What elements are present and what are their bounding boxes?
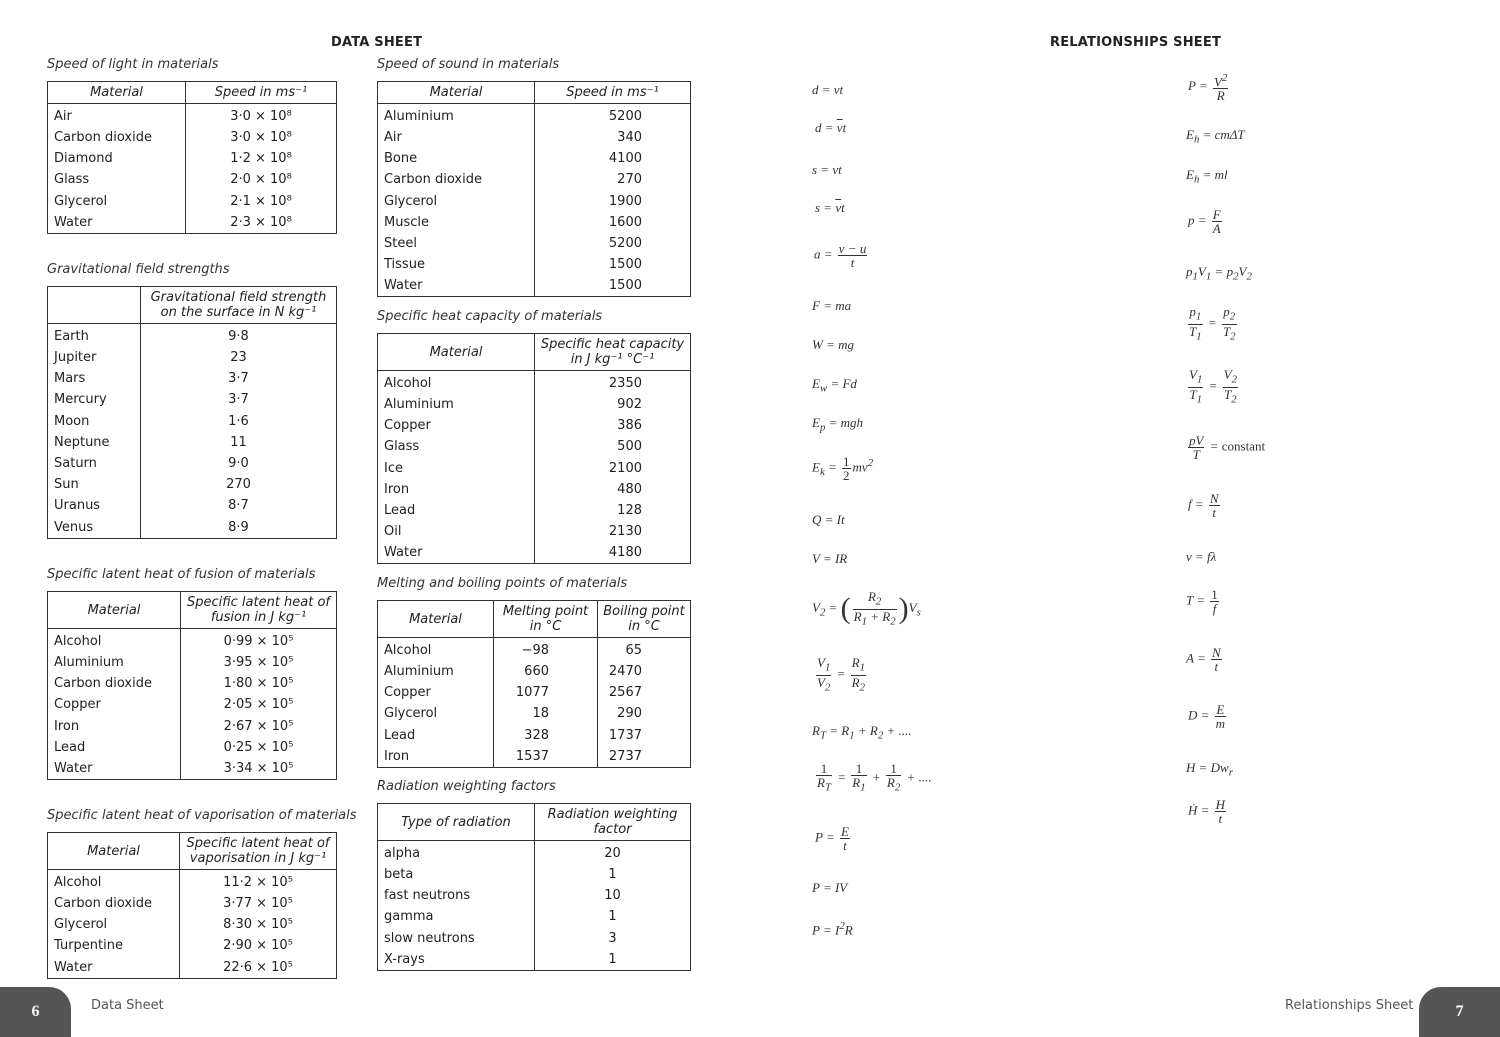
formula-potential-divider: $V_2$ = ( $\frac{R_2}{R_1 + R_2}$ )$V_s$ [812,589,921,628]
table-row [378,885,691,906]
cell-value: 5200 [535,233,691,254]
row-label: Water [54,959,93,975]
table-row [378,928,691,949]
formula-p-v2-r: P = $\frac{V^2}{R}$ [1188,72,1228,104]
formula-wave-equation: v = fλ [1186,549,1217,564]
formula-eh-ml: $E_h$ = ml [1186,167,1228,186]
formula-ew-fd: $E_w = Fd$ [812,376,857,395]
formula-pressure-law: $\frac{p_1}{T_1}$ = $\frac{p_2}{T_2}$ [1189,304,1236,343]
cell-value: 902 [535,394,691,415]
cell-value: 4180 [535,542,691,564]
cell-value: 8·7 [141,495,337,516]
cell-value: 23 [141,347,337,368]
cell-value: 2567 [598,682,691,703]
cell-value: 1·2 × 10⁸ [186,148,337,169]
formula-d-vt: d = vt [812,82,844,97]
cell-value: 4100 [535,148,691,169]
table-row [48,694,337,715]
heat-capacity-table [377,333,691,564]
cell-value: 386 [535,415,691,436]
latent-fusion-table [47,591,337,780]
speed-sound-caption: Speed of sound in materials [377,57,560,72]
cell-value: 2·1 × 10⁸ [186,191,337,212]
row-label: Alcohol [384,376,432,391]
table-row [378,233,691,254]
row-label: Turpentine [54,938,123,954]
cell-value: 22·6 × 10⁵ [180,957,337,979]
row-label: Aluminium [384,664,454,680]
table-row [48,104,337,128]
formula-w-mg: W = mg [812,337,854,352]
table-row [378,949,691,971]
cell-value: 5200 [535,104,691,128]
table-row [378,542,691,564]
cell-value: 0·25 × 10⁵ [181,737,337,758]
cell-value: 1600 [535,212,691,233]
table-row [48,893,337,914]
column-header: Melting point in °C [494,601,598,638]
row-label: Copper [54,697,101,713]
row-label: Lead [54,739,86,755]
formula-voltage-ratio: $\frac{V_1}{V_2}$ = $\frac{R_1}{R_2}$ [817,655,866,694]
column-header: Type of radiation [378,804,535,841]
column-header: Speed in ms⁻¹ [535,82,691,104]
cell-value: 2130 [535,521,691,542]
row-label: X-rays [384,951,425,967]
row-label: beta [384,867,414,883]
cell-value: 3·7 [141,389,337,410]
formula-s-vt: s = vt [812,162,842,177]
cell-value: 8·30 × 10⁵ [180,914,337,935]
cell-value: 3·95 × 10⁵ [181,652,337,673]
cell-value: 480 [535,479,691,500]
row-label: gamma [384,909,434,925]
cell-value: 11·2 × 10⁵ [180,870,337,894]
table-row [48,368,337,389]
latent-vap-caption: Specific latent heat of vaporisation of materials [47,808,357,823]
formula-f-ma: F = ma [812,298,852,313]
row-label: Iron [384,481,410,497]
formula-equivalent-dose: $H = Dw_r$ [1186,760,1233,779]
radiation-caption: Radiation weighting factors [377,779,556,794]
row-label: Glass [54,172,90,188]
table-row [48,652,337,673]
cell-value: 1077 [494,682,598,703]
row-label: Glass [384,439,420,455]
table-row [48,148,337,169]
cell-value: 8·9 [141,517,337,539]
column-header: Material [48,833,180,870]
row-label: Iron [54,718,80,734]
cell-value: −98 [494,638,598,662]
row-label: Glycerol [54,917,108,933]
row-label: Water [54,760,93,776]
footer-label-right: Relationships Sheet [1285,998,1414,1013]
cell-value: 1 [535,949,691,971]
row-label: Moon [54,413,90,429]
cell-value: 2·3 × 10⁸ [186,212,337,234]
cell-value: 0·99 × 10⁵ [181,629,337,653]
formula-s-vbar-t: $s = \overline{v}t$ [815,200,845,215]
formula-series-resistance: $R_T = R_1 + R_2$ + .... [812,723,912,742]
row-label: Air [54,109,72,124]
relationships-sheet-title: RELATIONSHIPS SHEET [1050,35,1222,50]
cell-value: 2737 [598,746,691,768]
column-header: Material [378,334,535,371]
melt-boil-caption: Melting and boiling points of materials [377,576,628,591]
cell-value: 2350 [535,371,691,395]
table-row [48,169,337,190]
formula-period: T = $\frac{1}{f}$ [1186,587,1218,616]
column-header: Material [48,82,186,104]
table-row [378,521,691,542]
table-row [378,841,691,865]
speed-sound-table [377,81,691,297]
cell-value: 18 [494,703,598,724]
table-row [378,725,691,746]
cell-value: 2·90 × 10⁵ [180,935,337,956]
cell-value: 1500 [535,275,691,297]
formula-p-iv: P = IV [812,880,848,895]
cell-value: 328 [494,725,598,746]
row-label: fast neutrons [384,888,471,904]
table-row [378,212,691,233]
cell-value: 1500 [535,254,691,275]
table-row [48,673,337,694]
table-row [48,432,337,453]
formula-frequency: f = $\frac{N}{t}$ [1188,491,1219,520]
table-row [48,870,337,894]
cell-value: 1537 [494,746,598,768]
cell-value: 65 [598,638,691,662]
speed-light-caption: Speed of light in materials [47,57,219,72]
melt-boil-table [377,600,691,768]
formula-absorbed-dose: D = $\frac{E}{m}$ [1188,702,1226,731]
cell-value: 128 [535,500,691,521]
cell-value: 2·05 × 10⁵ [181,694,337,715]
table-row [378,864,691,885]
row-label: Iron [384,748,410,764]
row-label: Alcohol [384,643,432,658]
page-number-tab-left [0,987,71,1037]
table-row [378,254,691,275]
cell-value: 1900 [535,191,691,212]
cell-value: 2·67 × 10⁵ [181,716,337,737]
row-label: Glycerol [54,193,108,209]
row-label: Muscle [384,214,429,230]
cell-value: 10 [535,885,691,906]
gravity-table [47,286,337,539]
cell-value: 2·0 × 10⁸ [186,169,337,190]
column-header: Gravitational field strength on the surface in N kg⁻¹ [141,287,337,324]
page-number: 7 [1455,1003,1464,1020]
cell-value: 660 [494,661,598,682]
row-label: Steel [384,236,417,252]
formula-gas-law: $\frac{pV}{T}$ = constant [1189,433,1266,462]
table-row [378,906,691,927]
formula-q-it: Q = It [812,512,845,527]
row-label: slow neutrons [384,930,475,946]
formula-ek: $E_k$ = $\frac{1}{2}$ $mv^2$ [812,454,874,483]
latent-fusion-caption: Specific latent heat of fusion of materials [47,567,316,582]
table-row [48,347,337,368]
footer-label-left: Data Sheet [91,998,164,1013]
formula-ep-mgh: $E_p$ = mgh [812,415,864,434]
table-row [378,275,691,297]
row-label: Ice [384,460,403,476]
speed-light-table [47,81,337,234]
row-label: Earth [54,329,89,344]
row-label: Venus [54,519,94,535]
row-label: Water [384,545,423,561]
formula-activity: A = $\frac{N}{t}$ [1186,645,1221,674]
column-header: Specific heat capacity in J kg⁻¹ °C⁻¹ [535,334,691,371]
column-header: Radiation weighting factor [535,804,691,841]
row-label: Carbon dioxide [54,130,152,146]
table-row [378,104,691,128]
cell-value: 270 [535,169,691,190]
column-header [48,287,141,324]
column-header: Specific latent heat of vaporisation in J kg⁻¹ [180,833,337,870]
table-row [378,191,691,212]
table-row [378,703,691,724]
formula-d-vbar-t: $d = \overline{v}t$ [815,120,847,135]
table-row [378,394,691,415]
column-header: Material [378,601,494,638]
table-row [48,191,337,212]
formula-acceleration: a = $\frac{v - u}{t}$ [814,241,867,270]
table-row [378,169,691,190]
table-row [378,148,691,169]
column-header: Material [378,82,535,104]
cell-value: 1737 [598,725,691,746]
row-label: Alcohol [54,875,102,890]
table-row [378,661,691,682]
row-label: Bone [384,151,418,167]
row-label: Sun [54,477,79,493]
column-header: Speed in ms⁻¹ [186,82,337,104]
table-row [48,495,337,516]
table-row [48,389,337,410]
cell-value: 3·0 × 10⁸ [186,127,337,148]
formula-p-i2r: $P = I^2R$ [812,920,853,938]
table-row [48,935,337,956]
row-label: Lead [384,727,416,743]
page-number-tab-right [1419,987,1500,1037]
table-row [378,682,691,703]
table-row [48,737,337,758]
row-label: Carbon dioxide [54,896,152,912]
table-row [378,127,691,148]
data-sheet-title: DATA SHEET [331,35,423,50]
row-label: Carbon dioxide [54,676,152,692]
row-label: Tissue [384,257,425,273]
row-label: Diamond [54,151,113,167]
formula-charles-law: $\frac{V_1}{T_1}$ = $\frac{V_2}{T_2}$ [1189,367,1238,406]
cell-value: 1 [535,906,691,927]
row-label: Glycerol [384,193,438,209]
row-label: Copper [384,418,431,434]
cell-value: 290 [598,703,691,724]
formula-dose-rate: Ḣ = $\frac{H}{t}$ [1188,797,1226,826]
row-label: Water [384,278,423,294]
row-label: Glycerol [384,706,438,722]
row-label: Air [384,130,402,146]
constant-word: constant [1221,438,1266,454]
table-row [48,758,337,780]
row-label: Water [54,214,93,230]
table-row [48,212,337,234]
row-label: Mercury [54,392,107,408]
row-label: Jupiter [54,350,97,366]
latent-vap-table [47,832,337,979]
row-label: Mars [54,371,86,387]
row-label: Aluminium [54,655,124,671]
formula-boyle: $p_1V_1 = p_2V_2$ [1186,264,1252,283]
table-row [378,436,691,457]
row-label: Aluminium [384,397,454,413]
row-label: Copper [384,685,431,701]
table-row [48,716,337,737]
row-label: Aluminium [384,109,454,124]
cell-value: 3·77 × 10⁵ [180,893,337,914]
table-row [48,127,337,148]
table-row [378,638,691,662]
cell-value: 1·6 [141,411,337,432]
cell-value: 9·0 [141,453,337,474]
cell-value: 1·80 × 10⁵ [181,673,337,694]
table-row [48,629,337,653]
cell-value: 2100 [535,458,691,479]
table-row [48,411,337,432]
row-label: Uranus [54,498,101,514]
formula-pressure: p = $\frac{F}{A}$ [1188,207,1221,236]
row-label: alpha [384,846,421,861]
gravity-caption: Gravitational field strengths [47,262,230,277]
cell-value: 11 [141,432,337,453]
cell-value: 20 [535,841,691,865]
cell-value: 340 [535,127,691,148]
table-row [48,914,337,935]
table-row [48,453,337,474]
row-label: Carbon dioxide [384,172,482,188]
cell-value: 9·8 [141,324,337,348]
table-row [48,474,337,495]
table-row [378,746,691,768]
row-label: Lead [384,503,416,519]
cell-value: 500 [535,436,691,457]
radiation-table [377,803,691,971]
formula-power-e-t: P = $\frac{E}{t}$ [815,824,849,853]
row-label: Neptune [54,434,110,450]
row-label: Alcohol [54,634,102,649]
table-row [378,415,691,436]
cell-value: 3·7 [141,368,337,389]
table-row [48,957,337,979]
formula-parallel-resistance: $\frac{1}{R_T}$ = $\frac{1}{R_1}$ + $\frac{1}{R_2}$ + .... [817,761,932,794]
heat-capacity-caption: Specific heat capacity of materials [377,309,603,324]
formula-v-ir: V = IR [812,551,848,566]
column-header: Boiling point in °C [598,601,691,638]
cell-value: 2470 [598,661,691,682]
table-row [378,500,691,521]
table-row [378,458,691,479]
table-row [48,324,337,348]
formula-eh-cmdt: $E_h = cm\Delta T$ [1186,127,1245,146]
row-label: Saturn [54,456,97,472]
column-header: Specific latent heat of fusion in J kg⁻¹ [181,592,337,629]
cell-value: 1 [535,864,691,885]
column-header: Material [48,592,181,629]
cell-value: 3 [535,928,691,949]
cell-value: 3·0 × 10⁸ [186,104,337,128]
table-row [378,371,691,395]
table-row [378,479,691,500]
cell-value: 3·34 × 10⁵ [181,758,337,780]
cell-value: 270 [141,474,337,495]
row-label: Oil [384,524,402,540]
table-row [48,517,337,539]
page-number: 6 [31,1003,40,1020]
